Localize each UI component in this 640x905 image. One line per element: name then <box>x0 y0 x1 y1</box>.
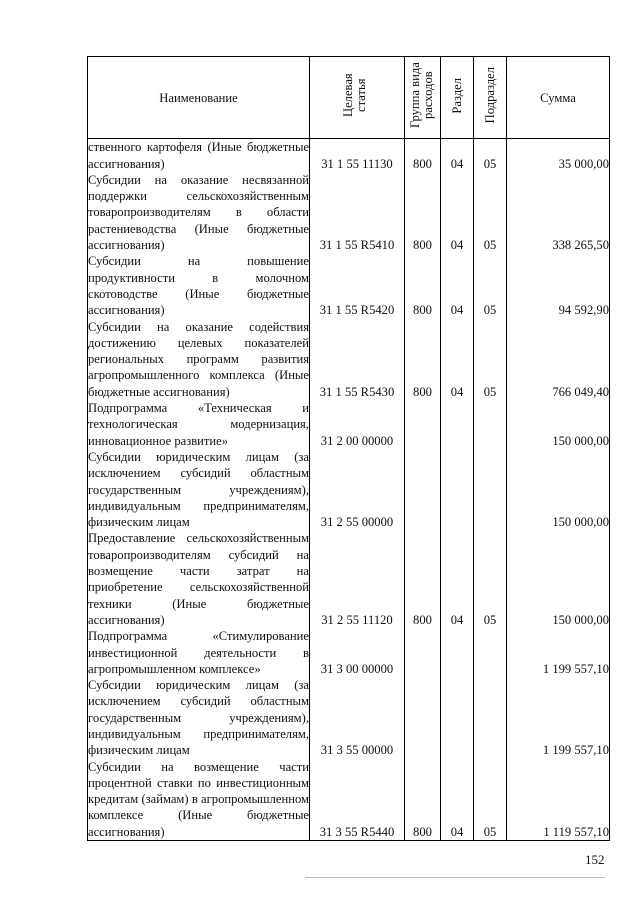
cell-amount: 1 199 557,10 <box>507 628 610 677</box>
cell-group: 800 <box>405 172 441 253</box>
cell-amount: 766 049,40 <box>507 319 610 400</box>
cell-code: 31 3 00 00000 <box>310 628 405 677</box>
header-subsection: Подраздел <box>474 57 507 139</box>
table-row <box>88 628 610 677</box>
cell-name: ственного картофеля (Иные бюджетные ассигнования) <box>88 140 309 171</box>
table-row <box>88 139 610 172</box>
cell-section <box>441 628 474 677</box>
cell-group: 800 <box>405 530 441 628</box>
cell-subsection: 05 <box>474 319 507 400</box>
cell-section <box>441 677 474 758</box>
cell-name: Субсидии на повышение продуктивности в молочном скотоводстве (Иные бюджетные ассигнования) <box>88 254 309 318</box>
cell-group <box>405 400 441 449</box>
cell-amount: 35 000,00 <box>507 139 610 172</box>
table-row <box>88 449 610 530</box>
budget-table <box>87 56 610 841</box>
cell-group: 800 <box>405 253 441 318</box>
table-row <box>88 319 610 400</box>
cell-name: Субсидии на возмещение части процентной ставки по инвестиционным кредитам (займам) в агропромышленном комплексе (Иные бюджетные ассигнования) <box>88 759 309 839</box>
table-row <box>88 400 610 449</box>
header-section: Раздел <box>441 57 474 139</box>
header-target-article: Целевая статья <box>310 57 405 139</box>
header-expense-group: Группа вида расходов <box>405 57 441 139</box>
cell-amount: 338 265,50 <box>507 172 610 253</box>
cell-section: 04 <box>441 172 474 253</box>
cell-amount: 150 000,00 <box>507 530 610 628</box>
table-header-row <box>88 57 610 139</box>
cell-section <box>441 400 474 449</box>
cell-code: 31 1 55 R5430 <box>310 319 405 400</box>
cell-subsection <box>474 400 507 449</box>
cell-subsection: 05 <box>474 759 507 841</box>
cell-amount: 150 000,00 <box>507 449 610 530</box>
cell-group: 800 <box>405 139 441 172</box>
cell-code: 31 2 00 00000 <box>310 400 405 449</box>
header-name: Наименование <box>88 57 310 139</box>
cell-group <box>405 628 441 677</box>
cell-code: 31 2 55 00000 <box>310 449 405 530</box>
table-row <box>88 677 610 758</box>
table-row <box>88 530 610 628</box>
cell-name: Подпрограмма «Стимулирование инвестиционной деятельности в агропромышленном комплексе» <box>88 629 309 676</box>
cell-code: 31 1 55 R5410 <box>310 172 405 253</box>
cell-group <box>405 449 441 530</box>
cell-group: 800 <box>405 759 441 841</box>
cell-name: Субсидии юридическим лицам (за исключением субсидий областным государственным учреждениям), индивидуальным предпринимателям, физическим лицам <box>88 449 309 530</box>
cell-name: Предоставление сельскохозяйственным товаропроизводителям субсидий на возмещение части затрат на приобретение сельскохозяйственной техники (Иные бюджетные ассигнования) <box>88 531 309 627</box>
cell-subsection <box>474 677 507 758</box>
cell-section <box>441 449 474 530</box>
cell-subsection: 05 <box>474 172 507 253</box>
cell-subsection: 05 <box>474 139 507 172</box>
cell-code: 31 3 55 R5440 <box>310 759 405 841</box>
cell-subsection: 05 <box>474 253 507 318</box>
cell-section: 04 <box>441 253 474 318</box>
table-row <box>88 172 610 253</box>
divider <box>305 877 605 878</box>
cell-code: 31 2 55 11120 <box>310 530 405 628</box>
cell-section: 04 <box>441 759 474 841</box>
cell-name: Субсидии на оказание содействия достижению целевых показателей региональных программ развития агропромышленного комплекса (Иные бюджетные ассигнования) <box>88 319 309 399</box>
table-row <box>88 253 610 318</box>
cell-amount: 150 000,00 <box>507 400 610 449</box>
page-number: 152 <box>585 852 605 867</box>
cell-subsection <box>474 628 507 677</box>
cell-code: 31 1 55 R5420 <box>310 253 405 318</box>
cell-subsection <box>474 449 507 530</box>
cell-name: Субсидии на оказание несвязанной поддержки сельскохозяйственным товаропроизводителям в области растениеводства (Иные бюджетные ассигнования) <box>88 172 309 253</box>
cell-amount: 1 199 557,10 <box>507 677 610 758</box>
cell-subsection: 05 <box>474 530 507 628</box>
cell-group <box>405 677 441 758</box>
cell-amount: 1 119 557,10 <box>507 759 610 841</box>
cell-name: Субсидии юридическим лицам (за исключением субсидий областным государственным учреждениям), индивидуальным предпринимателям, физическим лицам <box>88 678 309 758</box>
table-row <box>88 759 610 841</box>
cell-section: 04 <box>441 319 474 400</box>
header-amount: Сумма <box>507 57 610 139</box>
cell-group: 800 <box>405 319 441 400</box>
cell-section: 04 <box>441 139 474 172</box>
cell-name: Подпрограмма «Техническая и технологическая модернизация, инновационное развитие» <box>88 401 309 448</box>
cell-amount: 94 592,90 <box>507 253 610 318</box>
cell-code: 31 3 55 00000 <box>310 677 405 758</box>
cell-section: 04 <box>441 530 474 628</box>
cell-code: 31 1 55 11130 <box>310 139 405 172</box>
